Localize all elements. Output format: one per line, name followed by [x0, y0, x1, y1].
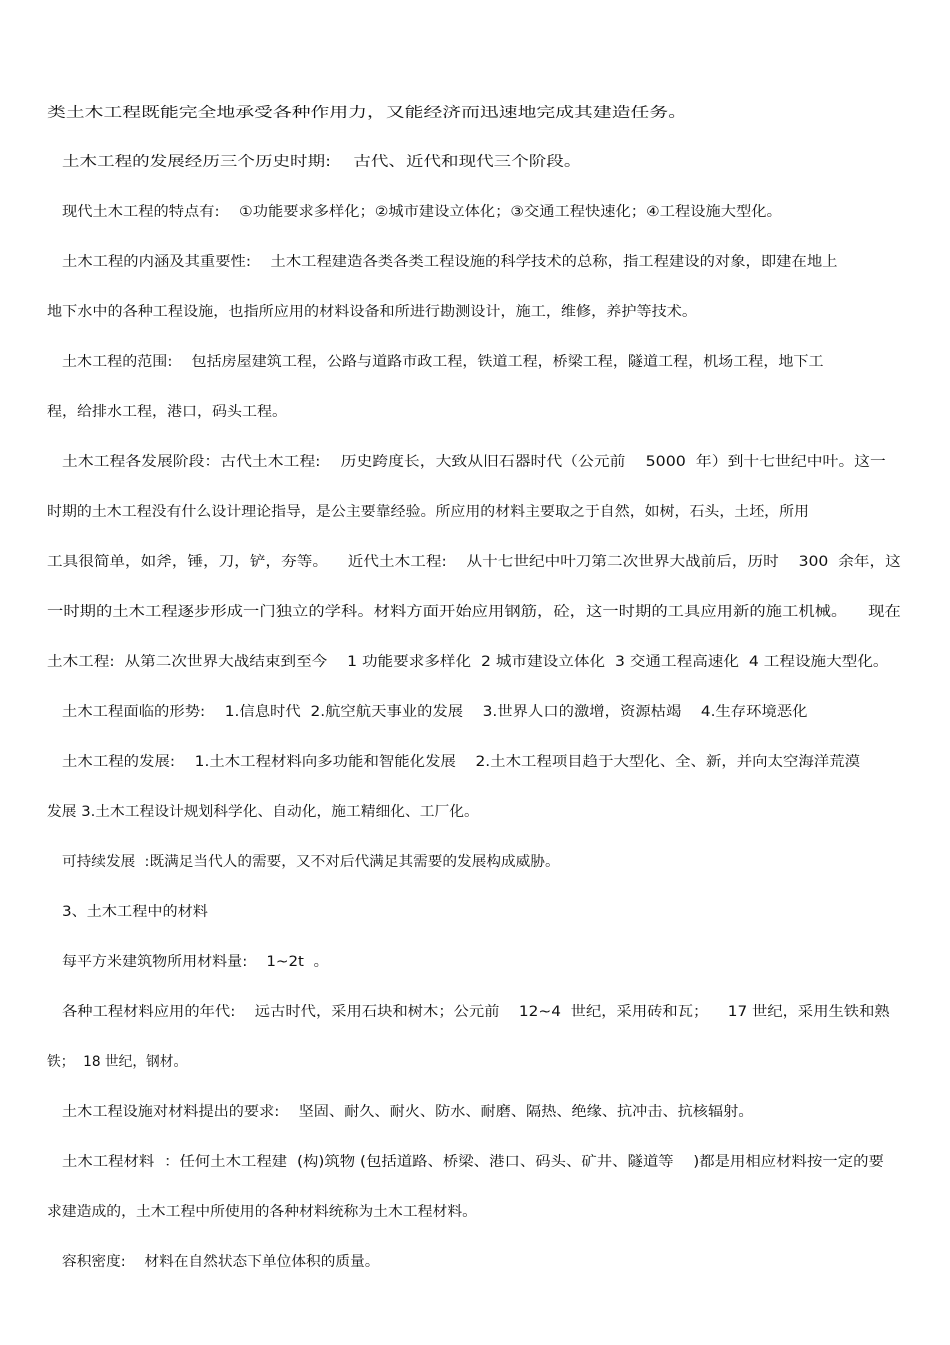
text-line: 发展 3.土木工程设计规划科学化、自动化，施工精细化、工厂化。	[47, 804, 479, 820]
text-line: 程，给排水工程，港口，码头工程。	[47, 404, 287, 420]
text-line: 可持续发展 :既满足当代人的需要，又不对后代满足其需要的发展构成威胁。	[62, 854, 560, 870]
text-line: 一时期的土木工程逐步形成一门独立的学科。材料方面开始应用钢筋，砼，这一时期的工具应用新的施工机械。 现在	[47, 604, 901, 620]
text-line: 土木工程的范围: 包括房屋建筑工程，公路与道路市政工程，铁道工程，桥梁工程，隧道工程，机场工程，地下工	[62, 354, 824, 370]
text-line: 时期的土木工程没有什么设计理论指导，是公主要靠经验。所应用的材料主要取之于自然，如树，石头，土坯，所用	[47, 504, 809, 520]
text-line: 土木工程: 从第二次世界大战结束到至今 1 功能要求多样化 2 城市建设立体化 3 交通工程高速化 4 工程设施大型化。	[47, 654, 889, 670]
text-line: 土木工程材料 ：任何土木工程建 (构)筑物 (包括道路、桥梁、港口、码头、矿井、隧道等 )都是用相应材料按一定的要	[62, 1154, 884, 1170]
text-line: 土木工程的内涵及其重要性: 土木工程建造各类各类工程设施的科学技术的总称，指工程建设的对象，即建在地上	[62, 254, 838, 270]
text-line: 土木工程各发展阶段：古代土木工程: 历史跨度长，大致从旧石器时代（公元前 5000 年）到十七世纪中叶。这一	[62, 454, 886, 470]
text-line: 现代土木工程的特点有: ①功能要求多样化；②城市建设立体化；③交通工程快速化；④工程设施大型化。	[62, 204, 782, 220]
text-line: 求建造成的，土木工程中所使用的各种材料统称为土木工程材料。	[47, 1204, 477, 1220]
text-line: 类土木工程既能完全地承受各种作用力，又能经济而迅速地完成其建造任务。	[47, 105, 687, 121]
text-line: 土木工程的发展: 1.土木工程材料向多功能和智能化发展 2.土木工程项目趋于大型化、全、新，并向太空海洋荒漠	[62, 754, 861, 770]
text-line: 各种工程材料应用的年代: 远古时代，采用石块和树木；公元前 12~4 世纪，采用砖和瓦； 17 世纪，采用生铁和熟	[62, 1004, 890, 1020]
text-line: 容积密度: 材料在自然状态下单位体积的质量。	[62, 1254, 380, 1270]
text-line: 土木工程的发展经历三个历史时期: 古代、近代和现代三个阶段。	[62, 154, 582, 170]
text-line: 每平方米建筑物所用材料量: 1~2t 。	[62, 954, 329, 970]
text-line: 土木工程设施对材料提出的要求: 坚固、耐久、耐火、防水、耐磨、隔热、绝缘、抗冲击、抗核辐射。	[62, 1104, 754, 1120]
text-line: 铁； 18 世纪，钢材。	[47, 1054, 188, 1070]
text-line: 土木工程面临的形势: 1.信息时代 2.航空航天事业的发展 3.世界人口的激增，资源枯竭 4.生存环境恶化	[62, 704, 808, 720]
section-heading: 3、土木工程中的材料	[62, 904, 208, 920]
text-line: 地下水中的各种工程设施，也指所应用的材料设备和所进行勘测设计，施工，维修，养护等技术。	[47, 304, 697, 320]
text-line: 工具很简单，如斧，锤，刀，铲，夯等。 近代土木工程: 从十七世纪中叶刀第二次世界大战前后，历时 300 余年，这	[47, 554, 901, 570]
